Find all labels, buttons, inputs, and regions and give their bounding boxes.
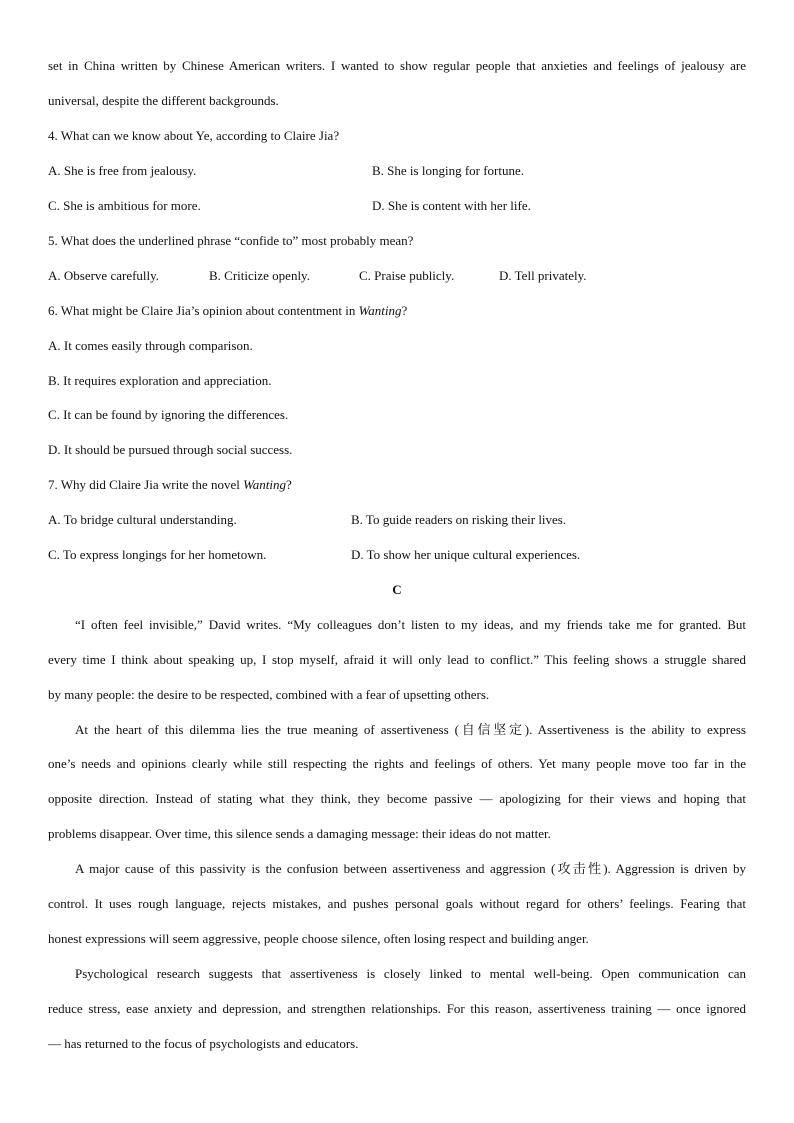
- question-mark: ?: [285, 477, 292, 492]
- passage-c-line: opposite direction. Instead of stating what they think, they become passive — apologizing for their views and hoping that: [48, 791, 746, 806]
- passage-b-line: universal, despite the different backgrounds.: [48, 93, 279, 108]
- question-7-stem: [48, 477, 292, 493]
- question-6-stem-text: 6. What might be Claire Jia’s opinion about contentment in: [48, 303, 359, 318]
- question-4-option-d: D. She is content with her life.: [372, 198, 531, 213]
- question-5-option-c: C. Praise publicly.: [359, 268, 455, 283]
- question-6-stem: [48, 303, 407, 319]
- passage-c-line: A major cause of this passivity is the confusion between assertiveness and aggression (攻击性). Aggression is driven by: [75, 861, 746, 876]
- question-7-option-d: D. To show her unique cultural experiences.: [351, 547, 581, 562]
- passage-c-line: “I often feel invisible,” David writes. “My colleagues don’t listen to my ideas, and my friends take me for granted. But: [75, 617, 746, 632]
- passage-c-line: — has returned to the focus of psychologists and educators.: [48, 1036, 359, 1051]
- question-4-option-b: B. She is longing for fortune.: [372, 163, 525, 178]
- question-7-option-b: B. To guide readers on risking their lives.: [351, 512, 567, 527]
- question-6-option-b: B. It requires exploration and appreciation.: [48, 373, 272, 388]
- question-4-option-a: A. She is free from jealousy.: [48, 163, 197, 178]
- question-7-stem-text: 7. Why did Claire Jia write the novel: [48, 477, 244, 492]
- question-5-option-b: B. Criticize openly.: [209, 268, 310, 283]
- question-6-option-c: C. It can be found by ignoring the differences.: [48, 407, 289, 422]
- question-5-option-a: A. Observe carefully.: [48, 268, 160, 283]
- question-7-option-c: C. To express longings for her hometown.: [48, 547, 267, 562]
- passage-c-line: honest expressions will seem aggressive, people choose silence, often losing respect and building anger.: [48, 931, 589, 946]
- question-6-option-d: D. It should be pursued through social success.: [48, 442, 293, 457]
- question-4-stem: 4. What can we know about Ye, according to Claire Jia?: [48, 128, 340, 143]
- passage-c-line: Psychological research suggests that assertiveness is closely linked to mental well-being. Open communication can: [75, 966, 746, 981]
- section-c-heading: C: [392, 582, 402, 597]
- passage-c-line: reduce stress, ease anxiety and depression, and strengthen relationships. For this reason, assertiveness training — once ignored: [48, 1001, 746, 1016]
- question-mark: ?: [401, 303, 408, 318]
- passage-c-line: control. It uses rough language, rejects mistakes, and pushes personal goals without regard for others’ feelings. Fearing that: [48, 896, 746, 911]
- novel-title: Wanting: [358, 303, 402, 318]
- passage-b-line: set in China written by Chinese American writers. I wanted to show regular people that anxieties and feelings of jealousy are: [48, 58, 746, 73]
- novel-title: Wanting: [243, 477, 286, 492]
- question-5-stem: 5. What does the underlined phrase “confide to” most probably mean?: [48, 233, 414, 248]
- question-5-option-d: D. Tell privately.: [499, 268, 587, 283]
- question-6-option-a: A. It comes easily through comparison.: [48, 338, 253, 353]
- question-4-option-c: C. She is ambitious for more.: [48, 198, 201, 213]
- passage-c-line: At the heart of this dilemma lies the true meaning of assertiveness (自信坚定). Assertiveness is the ability to express: [75, 722, 746, 737]
- question-7-option-a: A. To bridge cultural understanding.: [48, 512, 237, 527]
- passage-c-line: problems disappear. Over time, this silence sends a damaging message: their ideas do not matter.: [48, 826, 551, 841]
- passage-c-line: one’s needs and opinions clearly while still respecting the rights and feelings of others. Yet many people move too far in the: [48, 756, 746, 771]
- passage-c-line: every time I think about speaking up, I stop myself, afraid it will only lead to conflict.” This feeling shows a struggle shared: [48, 652, 746, 667]
- passage-c-line: by many people: the desire to be respected, combined with a fear of upsetting others.: [48, 687, 490, 702]
